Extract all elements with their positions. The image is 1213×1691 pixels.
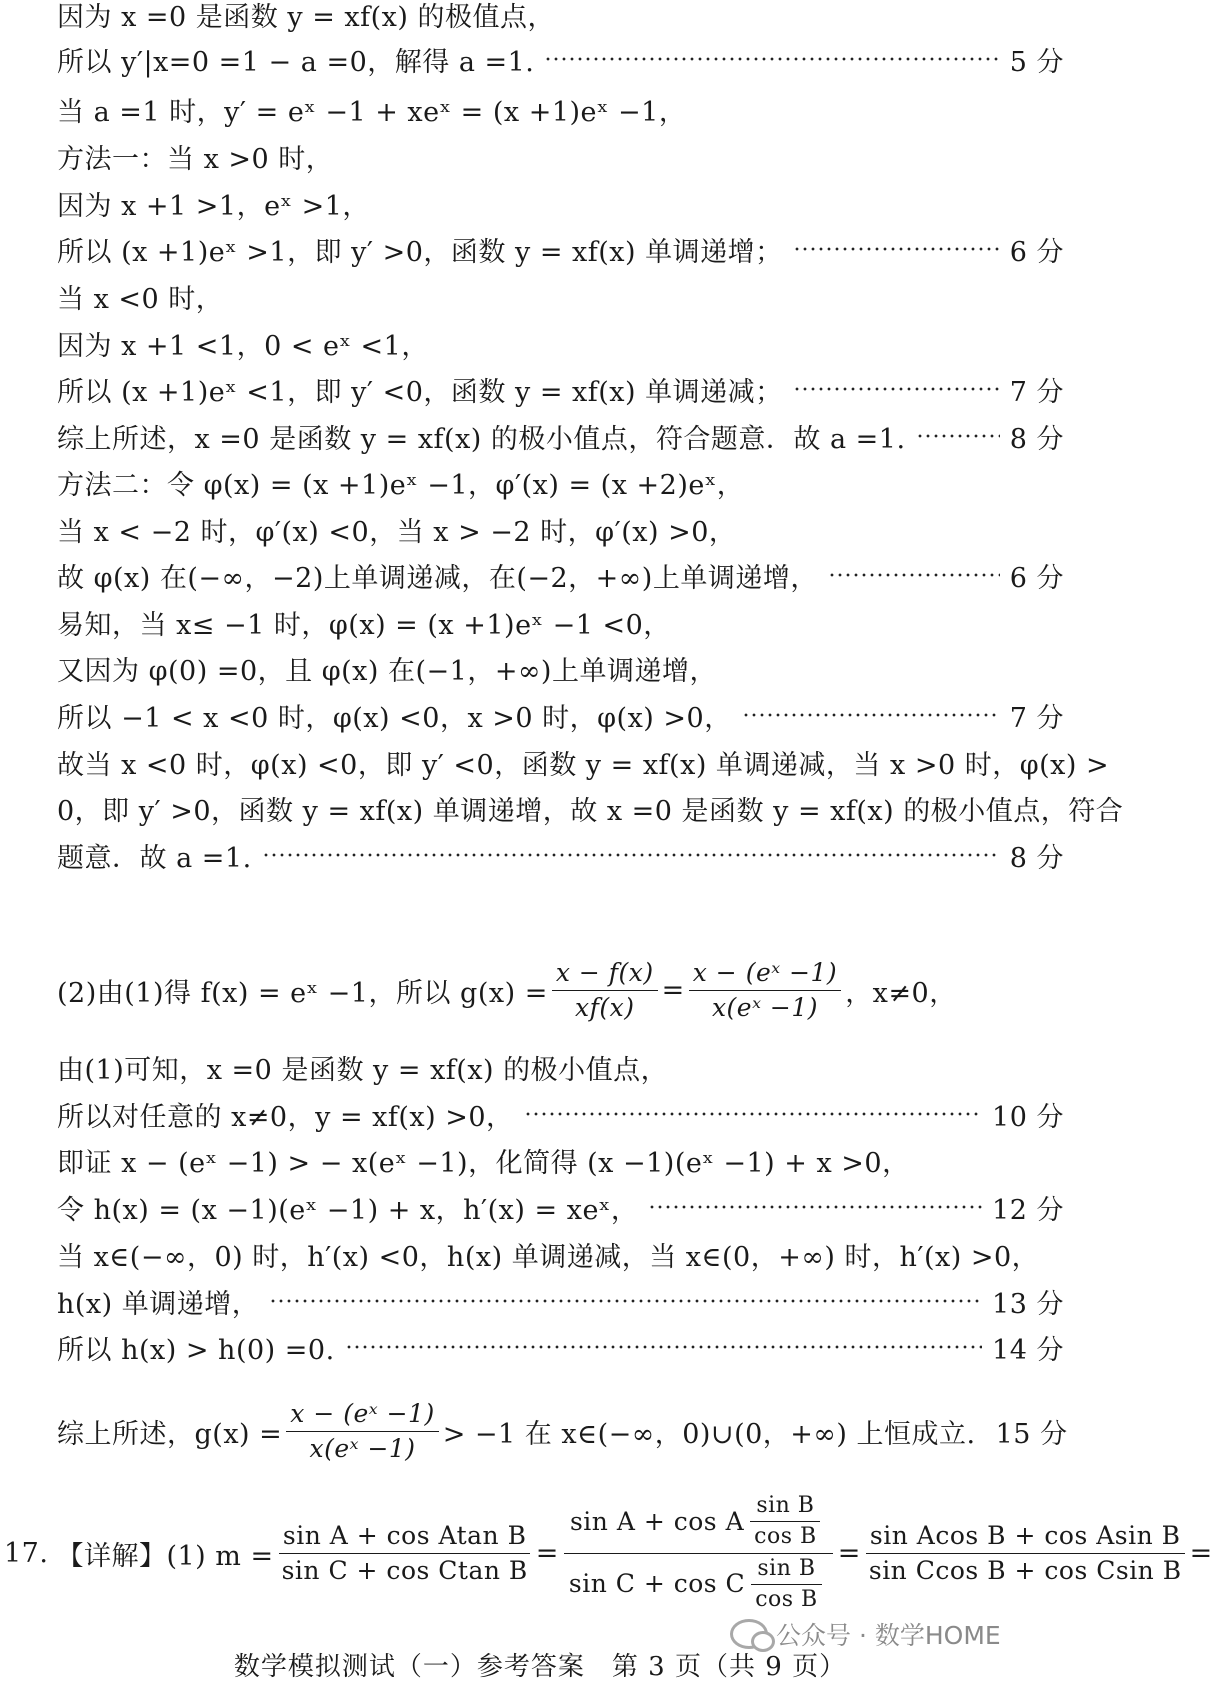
fraction-numerator: sin B	[750, 1494, 820, 1522]
fraction-denominator: cos B	[755, 1586, 818, 1612]
text-line-content: 方法一：当 x >0 时，	[57, 143, 334, 175]
fraction	[748, 1494, 823, 1549]
fraction-numerator: x − (eˣ −1)	[286, 1400, 438, 1432]
fraction-denominator: xf(x)	[575, 992, 635, 1022]
score-marker: 6 分	[1009, 562, 1064, 594]
score-marker: 10 分	[992, 1101, 1064, 1133]
text-line	[57, 418, 1072, 454]
text-line-content: 所以 y′|x=0 =1 − a =0，解得 a =1.	[57, 46, 535, 78]
fraction	[552, 959, 658, 1021]
fraction-numerator: x − (eˣ −1)	[689, 959, 841, 991]
text-line-content: 所以 (x +1)eˣ >1，即 y′ >0，函数 y = xf(x) 单调递增；	[57, 236, 783, 268]
text-line-content: 即证 x − (eˣ −1) > − x(eˣ −1)，化简得 (x −1)(eˣ −1) + x >0，	[57, 1147, 910, 1179]
fraction	[278, 1522, 532, 1584]
formula-line	[57, 1392, 1072, 1470]
text-line-content: 所以 −1 < x <0 时，φ(x) <0，x >0 时，φ(x) >0，	[57, 702, 732, 734]
fraction-denominator: sin C + cos Ctan B	[281, 1555, 528, 1585]
text-line	[57, 1283, 1072, 1319]
text-line-content: 故当 x <0 时，φ(x) <0，即 y′ <0，函数 y = xf(x) 单调递减，当 x >0 时，φ(x) >	[57, 749, 1110, 781]
text-line-content: (2)由(1)得 f(x) = eˣ −1，所以 g(x) =	[57, 977, 548, 1009]
text-line-content: 所以 (x +1)eˣ <1，即 y′ <0，函数 y = xf(x) 单调递减；	[57, 376, 783, 408]
leader-dots	[544, 57, 999, 61]
text-line	[57, 1142, 1080, 1178]
text-line-content: h(x) 单调递增，	[57, 1288, 260, 1320]
fraction-denominator: x(eˣ −1)	[711, 992, 819, 1022]
leader-dots	[345, 1345, 982, 1349]
score-marker: 8 分	[1009, 842, 1064, 874]
text-line	[57, 138, 1080, 174]
equals-sign: =	[661, 974, 685, 1006]
score-marker: 13 分	[992, 1288, 1064, 1320]
text-line	[57, 185, 1080, 221]
text-line-content: 故 φ(x) 在(−∞，−2)上单调递减，在(−2，+∞)上单调递增，	[57, 562, 818, 594]
text-line-content: 因为 x +1 <1，0 < eˣ <1，	[57, 330, 429, 362]
text-line	[57, 41, 1072, 77]
leader-dots	[793, 387, 1000, 391]
text-line	[57, 1096, 1072, 1132]
score-marker: 5 分	[1009, 46, 1064, 78]
fraction-numerator: sin A + cos Atan B	[279, 1522, 531, 1554]
solution-tag: 【详解】(1) m =	[56, 1540, 274, 1572]
text-line-content: 当 x <0 时，	[57, 283, 224, 315]
text-line-content: 题意．故 a =1.	[57, 842, 252, 874]
text-line	[57, 511, 1080, 547]
equals-sign: =	[837, 1537, 861, 1569]
text-line	[57, 1189, 1072, 1225]
text-line	[57, 697, 1072, 733]
text-line-content: 又因为 φ(0) =0，且 φ(x) 在(−1，+∞)上单调递增，	[57, 655, 717, 687]
text-line	[57, 557, 1072, 593]
leader-dots	[269, 1299, 982, 1303]
text-line	[57, 1049, 1080, 1085]
text-line-content: 易知，当 x≤ −1 时，φ(x) = (x +1)eˣ −1 <0，	[57, 609, 671, 641]
fraction-denominator: cos B	[754, 1524, 817, 1550]
score-marker: 7 分	[1009, 702, 1064, 734]
fraction	[749, 1557, 824, 1612]
text-line-content: 方法二：令 φ(x) = (x +1)eˣ −1，φ′(x) = (x +2)eˣ，	[57, 469, 745, 501]
text-line	[57, 91, 1080, 127]
fraction-numerator: sin Acos B + cos Asin B	[866, 1522, 1185, 1554]
text-line-content: ，x≠0，	[845, 977, 957, 1009]
text-line	[57, 744, 1110, 781]
fraction-numerator: x − f(x)	[552, 959, 658, 991]
text-line	[57, 0, 1080, 32]
text-line	[57, 604, 1080, 640]
formula-line	[4, 1488, 1213, 1618]
text-line	[57, 231, 1072, 267]
fraction-denominator: x(eˣ −1)	[309, 1433, 416, 1463]
fraction	[286, 1400, 438, 1462]
numerator-term: sin A + cos A	[569, 1507, 745, 1537]
formula-line	[57, 950, 1080, 1030]
text-line-content: 0，即 y′ >0，函数 y = xf(x) 单调递增，故 x =0 是函数 y = xf(x) 的极小值点，符合	[57, 795, 1124, 827]
text-line-content: 因为 x +1 >1，eˣ >1，	[57, 190, 370, 222]
equals-sign: =	[1189, 1537, 1213, 1569]
score-marker: 15 分	[995, 1418, 1068, 1450]
text-line-content: 由(1)可知，x =0 是函数 y = xf(x) 的极小值点，	[57, 1054, 669, 1086]
text-line-content: 综上所述，x =0 是函数 y = xf(x) 的极小值点，符合题意．故 a =1.	[57, 423, 906, 455]
fraction-numerator	[564, 1494, 833, 1553]
score-marker: 14 分	[992, 1334, 1064, 1366]
page-footer: 数学模拟测试（一）参考答案 第 3 页（共 9 页）	[233, 1652, 847, 1682]
text-line-content: 当 x∈(−∞，0) 时，h′(x) <0，h(x) 单调递减，当 x∈(0，+∞) 时，h′(x) >0，	[57, 1241, 1040, 1273]
fraction-denominator	[563, 1554, 834, 1612]
leader-dots	[262, 853, 1000, 857]
score-marker: 12 分	[992, 1194, 1064, 1226]
equals-sign: =	[535, 1537, 559, 1569]
wechat-logo-icon	[730, 1619, 768, 1649]
text-line	[57, 464, 1080, 500]
text-line-content: 当 a =1 时，y′ = eˣ −1 + xeˣ = (x +1)eˣ −1，	[57, 96, 687, 128]
text-line	[57, 837, 1072, 873]
text-line-content: 综上所述，g(x) =	[57, 1418, 283, 1450]
leader-dots	[742, 713, 1000, 717]
text-line-content: 当 x < −2 时，φ′(x) <0，当 x > −2 时，φ′(x) >0，	[57, 516, 737, 548]
text-line-content: 所以对任意的 x≠0，y = xf(x) >0，	[57, 1101, 514, 1133]
text-line	[57, 650, 1080, 686]
fraction-denominator: sin Ccos B + cos Csin B	[868, 1555, 1182, 1585]
score-marker: 6 分	[1009, 236, 1064, 268]
text-line	[57, 278, 1080, 314]
denominator-term: sin C + cos C	[568, 1569, 746, 1599]
question-number: 17.	[4, 1537, 49, 1569]
text-line	[57, 325, 1080, 361]
text-line-content: 因为 x =0 是函数 y = xf(x) 的极值点，	[57, 1, 555, 33]
text-line-content: 令 h(x) = (x −1)(eˣ −1) + x，h′(x) = xeˣ，	[57, 1194, 639, 1226]
score-marker: 7 分	[1009, 376, 1064, 408]
text-line-content: > −1 在 x∈(−∞，0)∪(0，+∞) 上恒成立.	[442, 1418, 976, 1450]
compound-fraction	[563, 1494, 834, 1612]
score-marker: 8 分	[1009, 423, 1064, 455]
leader-dots	[648, 1205, 982, 1209]
watermark-text: 公众号 · 数学HOME	[776, 1621, 1001, 1650]
leader-dots	[916, 434, 1000, 438]
text-line-content: 所以 h(x) > h(0) =0.	[57, 1334, 335, 1366]
leader-dots	[828, 573, 1000, 577]
leader-dots	[524, 1112, 982, 1116]
fraction-numerator: sin B	[751, 1557, 821, 1585]
text-line	[57, 371, 1072, 407]
fraction	[865, 1522, 1186, 1584]
text-line	[57, 790, 1124, 827]
fraction	[689, 959, 841, 1021]
text-line	[57, 1329, 1072, 1365]
leader-dots	[793, 247, 1000, 251]
text-line	[57, 1236, 1080, 1272]
